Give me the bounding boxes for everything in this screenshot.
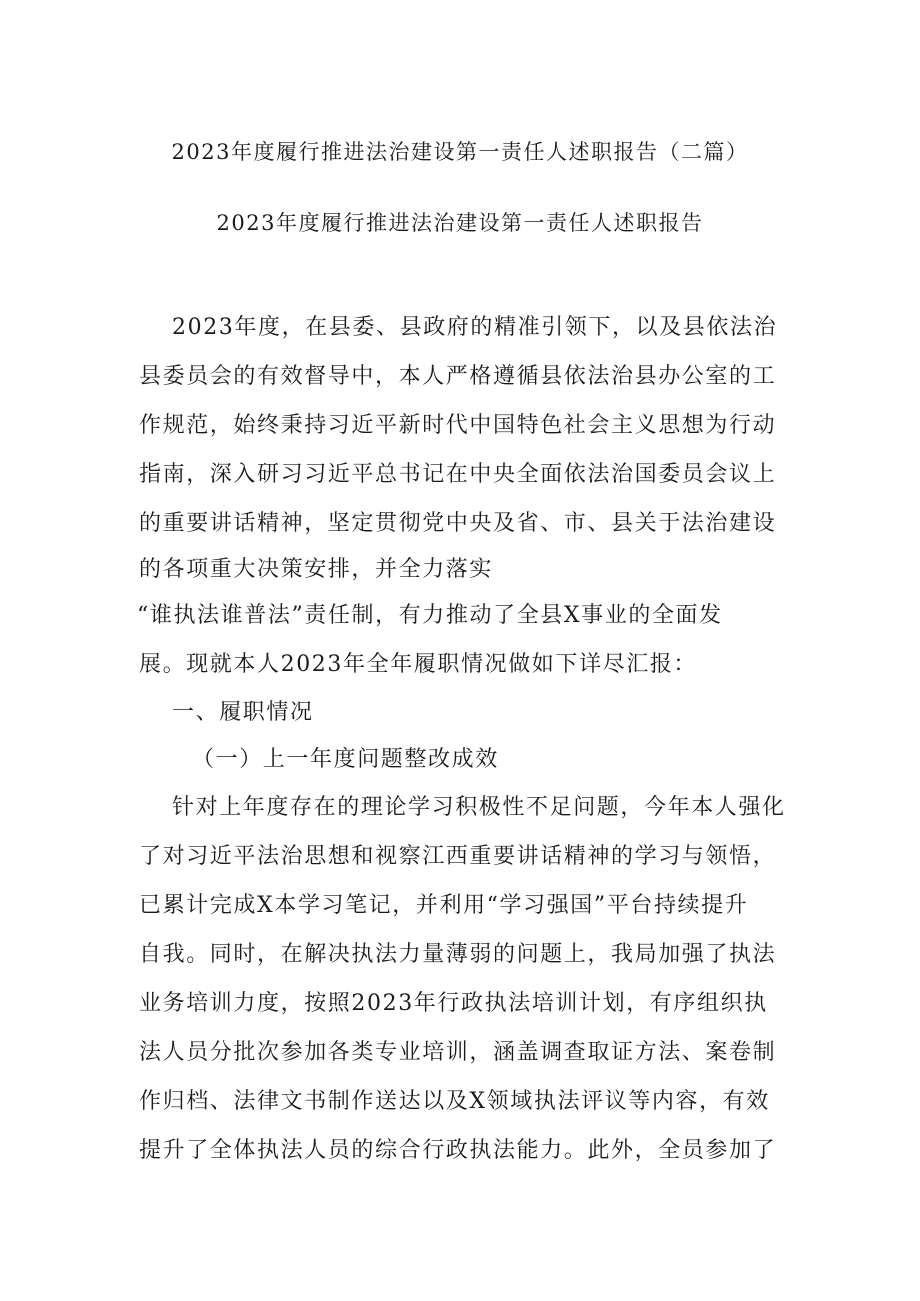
subsection-heading: （一）上一年度问题整改成效 — [192, 747, 499, 772]
paragraph-line: 业务培训力度，按照2023年行政执法培训计划，有序组织执 — [139, 991, 768, 1016]
paragraph-line: 展。现就本人2023年全年履职情况做如下详尽汇报： — [139, 652, 697, 677]
paragraph-line: 的各项重大决策安排，并全力落实 — [139, 557, 494, 582]
paragraph-line: 作规范，始终秉持习近平新时代中国特色社会主义思想为行动 — [139, 413, 777, 438]
paragraph-line: “谁执法谁普法”责任制，有力推动了全县X事业的全面发 — [137, 603, 723, 628]
paragraph-line: 2023年度，在县委、县政府的精准引领下，以及县依法治 — [172, 315, 778, 340]
paragraph-line: 自我。同时，在解决执法力量薄弱的问题上，我局加强了执法 — [139, 942, 777, 967]
paragraph-line: 已累计完成X本学习笔记，并利用“学习强国”平台持续提升 — [139, 893, 749, 918]
paragraph-line: 提升了全体执法人员的综合行政执法能力。此外，全员参加了 — [139, 1138, 777, 1163]
report-title: 2023年度履行推进法治建设第一责任人述职报告 — [216, 211, 704, 235]
section-heading: 一、履职情况 — [172, 700, 314, 725]
document-title: 2023年度履行推进法治建设第一责任人述职报告（二篇） — [171, 140, 749, 164]
paragraph-line: 作归档、法律文书制作送达以及X领域执法评议等内容，有效 — [139, 1089, 770, 1114]
paragraph-line: 指南，深入研习习近平总书记在中央全面依法治国委员会议上 — [139, 462, 777, 487]
paragraph-line: 法人员分批次参加各类专业培训，涵盖调查取证方法、案卷制 — [139, 1040, 777, 1065]
paragraph-line: 了对习近平法治思想和视察江西重要讲话精神的学习与领悟， — [139, 844, 777, 869]
paragraph-line: 针对上年度存在的理论学习积极性不足问题，今年本人强化 — [172, 795, 786, 820]
paragraph-line: 县委员会的有效督导中，本人严格遵循县依法治县办公室的工 — [139, 364, 777, 389]
paragraph-line: 的重要讲话精神，坚定贯彻党中央及省、市、县关于法治建设 — [139, 511, 777, 536]
